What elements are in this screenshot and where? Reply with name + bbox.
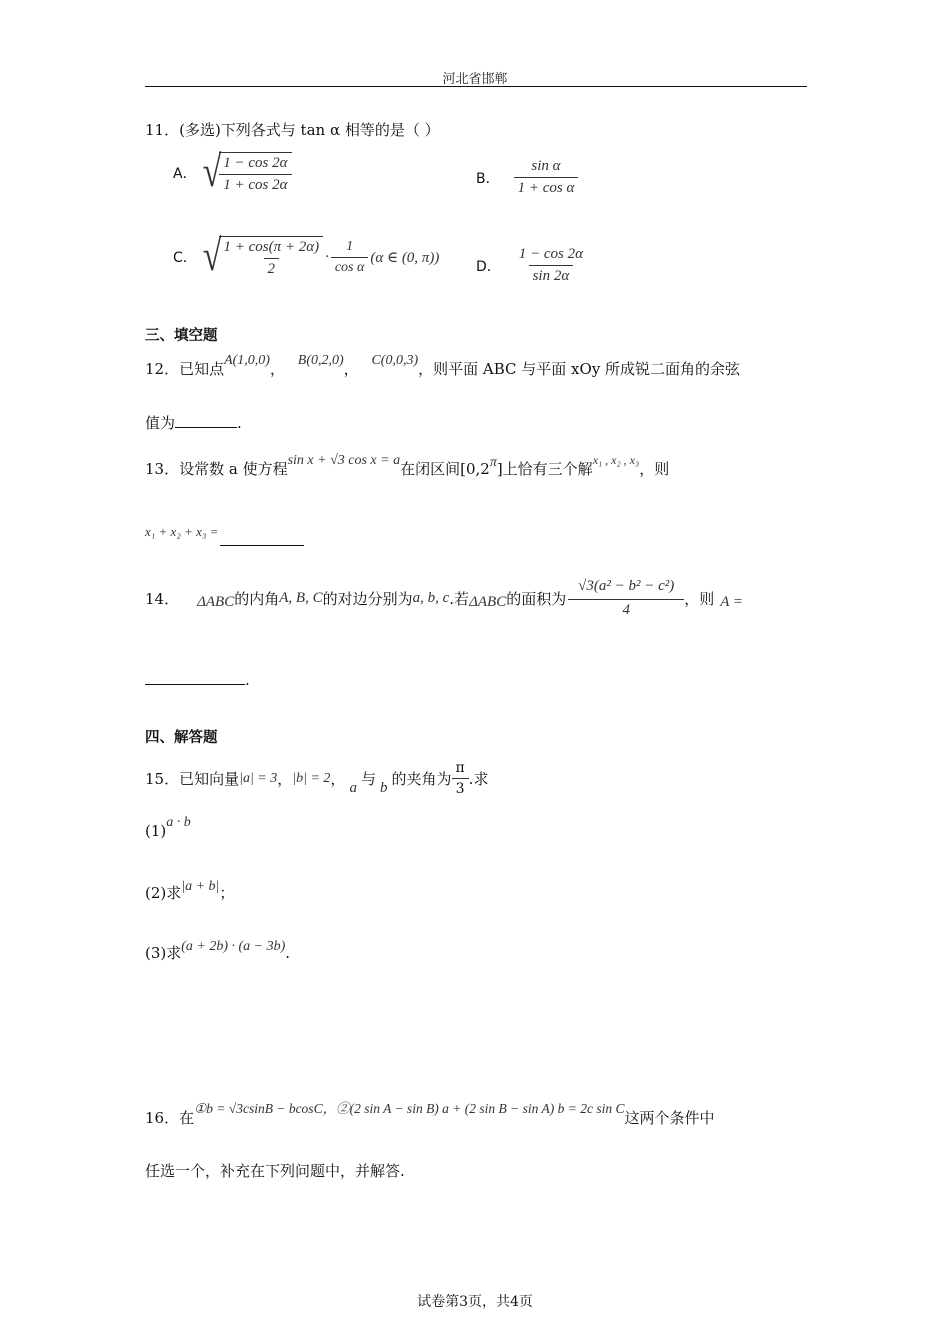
option-c-den: 2 [264,258,280,278]
q11-option-a [173,148,292,197]
q12-point-b: B(0,2,0) [297,353,344,368]
q14-prefix: 14． [145,590,180,608]
option-b-label: B． [476,170,500,187]
q14-line2 [145,668,250,689]
page-footer: 试卷第3页，共4页 [417,1294,533,1310]
q14-end: . [245,671,250,689]
q15-vec-a: a [349,780,357,796]
q15-p3-end: . [285,944,291,962]
q12-sep2: ， [343,360,359,378]
q15-p2-end: ； [219,884,235,902]
q16-suffix: 这两个条件中 [624,1109,715,1127]
q15-line1 [145,760,488,797]
q14-line1 [145,578,743,619]
q12-sep1: ， [269,360,285,378]
option-d-num: 1 − cos 2α [518,246,584,262]
q12-point-a: A(1,0,0) [224,353,270,368]
option-d-label: D． [476,258,501,275]
q12-answer-prompt: 值为 [145,414,176,432]
q13-answer-blank[interactable] [220,545,304,546]
q15-p2-label: (2)求 [145,884,182,902]
q13-line2 [145,522,304,540]
q12-prefix: 12．已知点 [145,360,225,378]
q15-part3 [145,939,291,963]
q15-p1-label: (1) [145,822,167,840]
q15-part1 [145,815,191,841]
q15-with: 与 [360,770,376,788]
q14-text2: 的对边分别为 [322,590,413,608]
q15-sep: ， [277,770,293,788]
q15-p3-label: (3)求 [145,944,182,962]
option-c-condition: (α ∈ (0, π)) [370,249,440,266]
q11-option-b [476,158,578,197]
q11-stem: 11．(多选)下列各式与 tan α 相等的是（ ） [145,121,440,139]
section-title-answer: 四、解答题 [145,730,218,746]
q15-p3-expr: (a + 2b) · (a − 3b) [181,939,286,954]
q14-answer-blank[interactable] [145,668,245,685]
header-divider [145,86,807,87]
q15-sep2: ， [330,770,346,788]
option-a-num: 1 − cos 2α [223,155,288,171]
q14-area-body: (a² − b² − c²) [593,578,675,594]
q13-pi: π [489,455,497,470]
section-title-fill-blank: 三、填空题 [145,328,218,344]
option-c-mul-num: 1 [346,238,354,254]
q14-answer-var: A = [720,594,743,610]
q16-prefix: 16．在 [145,1109,195,1127]
sqrt-icon: √ [202,232,222,281]
q13-equation: sin x + √3 cos x = a [287,453,401,468]
option-b-num: sin α [531,158,561,174]
q16-line2: 任选一个，补充在下列问题中，并解答. [145,1162,405,1180]
q15-ask: .求 [468,770,489,788]
q12-line2 [145,412,242,433]
option-a-label: A． [173,166,197,182]
q11-option-c: C． √ $\frac{1 + \cos(\pi + 2\alpha)}{2}$ · $\frac{1}{\text{cos α}}$ (α ∈ (0, π)) [173,232,440,281]
q15-p1-expr: a · b [166,815,191,830]
q14-angles: A, B, C [279,590,323,606]
q12-end: . [237,414,242,432]
q15-angle-num: π [455,760,465,776]
option-d-den: sin 2α [529,265,574,285]
q14-triangle: ΔABC [197,594,235,610]
q15-a-magnitude: |a| = 3 [239,770,278,786]
q15-angle-den: 3 [452,778,469,797]
q14-text3: .若 [449,590,470,608]
q12-suffix: ，则平面 ABC 与平面 xOy 所成锐二面角的余弦 [418,360,741,378]
q13-mid2: ]上恰有三个解 [496,460,593,478]
q16-conditions: ①b = √3csinB − bcosC，②(2 sin A − sin B) a + (2 sin B − sin A) b = 2c sin C [194,1101,625,1116]
q14-text4: 的面积为 [506,590,567,608]
q13-mid: 在闭区间[0,2 [400,460,490,478]
q13-line1 [145,453,670,479]
q14-text5: ，则 [684,590,715,608]
q13-suffix: ，则 [639,460,670,478]
q12-answer-blank[interactable] [175,427,237,428]
sqrt-icon: √ [202,148,222,197]
option-c-num: 1 + cos(π + 2α) [223,239,320,255]
q15-b-magnitude: |b| = 2 [292,770,331,786]
q14-triangle-2: ΔABC [469,594,507,610]
option-c-label: C． [173,250,197,266]
q15-vec-b: b [379,780,388,796]
q15-angle-text: 的夹角为 [391,770,452,788]
q13-sum: x₁ + x₂ + x₃ = [145,524,219,539]
q15-part2 [145,879,235,903]
page-header: 河北省邯郸 [442,72,508,87]
q14-sides: a, b, c [412,590,450,606]
q14-area-coef: √3 [578,578,594,594]
q12-line1 [145,353,741,379]
q14-area-den: 4 [568,599,684,619]
q16-line1 [145,1101,715,1128]
q14-text1: 的内角 [234,590,280,608]
q11-option-d [476,246,587,285]
q12-point-c: C(0,0,3) [371,353,419,368]
option-c-mul-den: cos α [331,257,369,276]
q15-p2-expr: |a + b| [181,879,220,894]
q13-prefix: 13．设常数 a 使方程 [145,460,288,478]
q15-prefix: 15．已知向量 [145,770,240,788]
q13-solutions: x₁ , x₂ , x₃ [592,453,640,467]
option-b-den: 1 + cos α [514,177,579,197]
option-a-den: 1 + cos 2α [219,174,291,194]
